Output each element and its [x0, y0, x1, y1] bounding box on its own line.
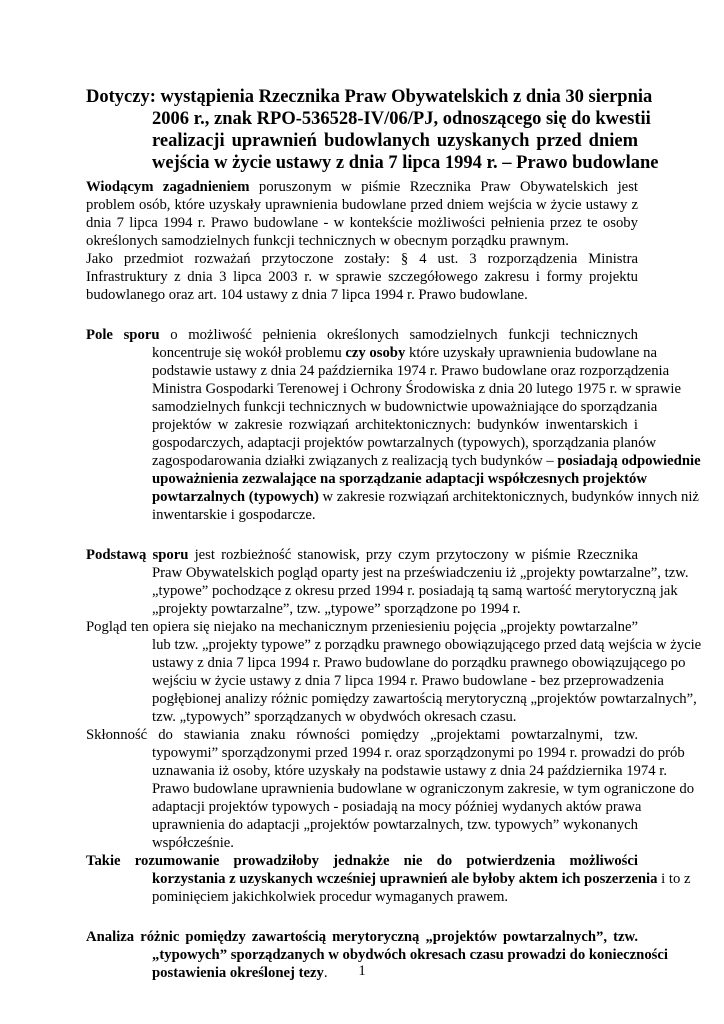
text-line: Skłonność do stawiania znaku równości pomiędzy „projektami powtarzalnymi, tzw. [86, 727, 638, 743]
paragraph-main-issue [86, 178, 638, 304]
text-line: wejściu w życie ustawy z dnia 7 lipca 1994 r. Prawo budowlane - bez przeprowadzenia [152, 673, 664, 689]
text: w zakresie rozwiązań architektonicznych, budynków innych niż [318, 489, 699, 505]
heading-line: wejścia w życie ustawy z dnia 7 lipca 1994 r. – Prawo budowlane [152, 153, 659, 173]
bold-lead: Podstawą sporu [86, 547, 189, 563]
text-line: współcześnie. [152, 835, 234, 851]
text: zagospodarowania działki związanych z realizacją tych budynków – [152, 453, 558, 469]
bold-text: czy osoby [345, 345, 406, 361]
text-line: podstawie ustawy z dnia 24 października 1974 r. Prawo budowlane oraz rozporządzenia [152, 363, 670, 379]
text-line: Pogląd ten opiera się niejako na mechanicznym przeniesieniu pojęcia „projekty powtarzalne” [86, 619, 638, 635]
bold-text: Analiza różnic pomiędzy zawartością merytoryczną „projektów powtarzalnych”, tzw. [86, 929, 638, 945]
text-line: ustawy z dnia 7 lipca 1994 r. Prawo budowlane do porządku prawnego obowiązującego po [152, 655, 686, 671]
text-line: samodzielnych funkcji technicznych w budownictwie upoważniające do sporządzania [152, 399, 658, 415]
text-line: Prawo budowlane uprawnienia budowlane w ograniczonym zakresie, w tym ograniczone do [152, 781, 695, 797]
text-line: Praw Obywatelskich pogląd oparty jest na przeświadczeniu iż „projekty powtarzalne”, tzw. [152, 565, 689, 581]
text-line: gospodarczych, adaptacji projektów powtarzalnych (typowych), sporządzania planów [152, 435, 657, 451]
text: i to z [657, 871, 691, 887]
text: o możliwość pełnienia określonych samodzielnych funkcji technicznych [159, 327, 638, 343]
bold-text: upoważnienia zezwalające na sporządzanie adaptacji współczesnych projektów [152, 471, 647, 487]
heading-line: realizacji uprawnień budowlanych uzyskanych przed dniem [152, 131, 638, 151]
bold-text: „typowych” sporządzanych w obydwóch okresach czasu prowadzi do konieczności [152, 947, 668, 963]
heading-line: 2006 r., znak RPO-536528-IV/06/PJ, odnoszącego się do kwestii [152, 109, 651, 129]
text-line: uznawania iż osoby, które uzyskały na podstawie ustawy z dnia 24 października 1974 r. [152, 763, 667, 779]
text-line: dnia 7 lipca 1994 r. Prawo budowlane - w kontekście możliwości pełnienia przez te osoby [86, 215, 638, 231]
bold-text: Takie rozumowanie prowadziłoby jednakże nie do potwierdzenia możliwości [86, 853, 638, 869]
text: . [323, 965, 328, 981]
text-line: Jako przedmiot rozważań przytoczone zostały: § 4 ust. 3 rozporządzenia Ministra [86, 251, 638, 267]
bold-text: powtarzalnych (typowych) [152, 489, 319, 505]
bold-text: korzystania z uzyskanych wcześniej uprawnień ale byłoby aktem ich poszerzenia [152, 871, 658, 887]
text-line: lub tzw. „projekty typowe” z porządku prawnego obowiązującego przed datą wejścia w życie [152, 637, 702, 653]
text-line: problem osób, które uzyskały uprawnienia budowlane przed dniem wejścia w życie ustawy z [86, 197, 638, 213]
document-body [86, 178, 702, 982]
text-line: „projekty powtarzalne”, tzw. „typowe” sporządzone po 1994 r. [152, 601, 521, 617]
bold-lead: Wiodącym zagadnieniem [86, 179, 250, 195]
text-line: określonych samodzielnych funkcji technicznych w obecnym porządku prawnym. [86, 233, 569, 249]
text-line: inwentarskie i gospodarcze. [152, 507, 316, 523]
text-line: adaptacji projektów typowych - posiadają na mocy później wydanych aktów prawa [152, 799, 642, 815]
text-line: budowlanego oraz art. 104 ustawy z dnia 7 lipca 1994 r. Prawo budowlane. [86, 287, 528, 303]
text-line: uprawnienia do adaptacji „projektów powtarzalnych, tzw. typowych” wykonanych [152, 817, 638, 833]
paragraph-dispute-basis [86, 546, 702, 906]
text-line: projektów w zakresie rozwiązań architektonicznych: budynków inwentarskich i [152, 417, 638, 433]
page-number: 1 [358, 963, 366, 979]
text: koncentruje się wokół problemu [152, 345, 346, 361]
text: które uzyskały uprawnienia budowlane na [405, 345, 657, 361]
text-line: typowymi” sporządzonymi przed 1994 r. oraz sporządzonymi po 1994 r. prowadzi do prób [152, 745, 685, 761]
paragraph-dispute-field [86, 326, 701, 524]
bold-lead: Pole sporu [86, 327, 160, 343]
subject-heading [86, 86, 659, 174]
text-line: pogłębionej analizy różnic pomiędzy zawartością merytoryczną „projektów powtarzalnych”, [152, 691, 697, 707]
bold-text: posiadają odpowiednie [557, 453, 701, 469]
text: poruszonym w piśmie Rzecznika Praw Obywatelskich jest [249, 179, 639, 195]
text: jest rozbieżność stanowisk, przy czym przytoczony w piśmie Rzecznika [188, 547, 638, 563]
text-line: „typowe” pochodzące z okresu przed 1994 r. posiadają tą samą wartość merytoryczną jak [152, 583, 678, 599]
text-line: tzw. „typowych” sporządzanych w obydwóch okresach czasu. [152, 709, 517, 725]
text-line: Ministra Gospodarki Terenowej i Ochrony Środowiska z dnia 20 lutego 1975 r. w sprawie [152, 381, 681, 397]
text-line: Infrastruktury z dnia 3 lipca 2003 r. w sprawie szczegółowego zakresu i formy projektu [86, 269, 638, 285]
text-line: pominięciem jakichkolwiek procedur wymaganych prawem. [152, 889, 509, 905]
bold-text: postawienia określonej tezy [152, 965, 324, 981]
heading-line: Dotyczy: wystąpienia Rzecznika Praw Obywatelskich z dnia 30 sierpnia [86, 87, 653, 107]
